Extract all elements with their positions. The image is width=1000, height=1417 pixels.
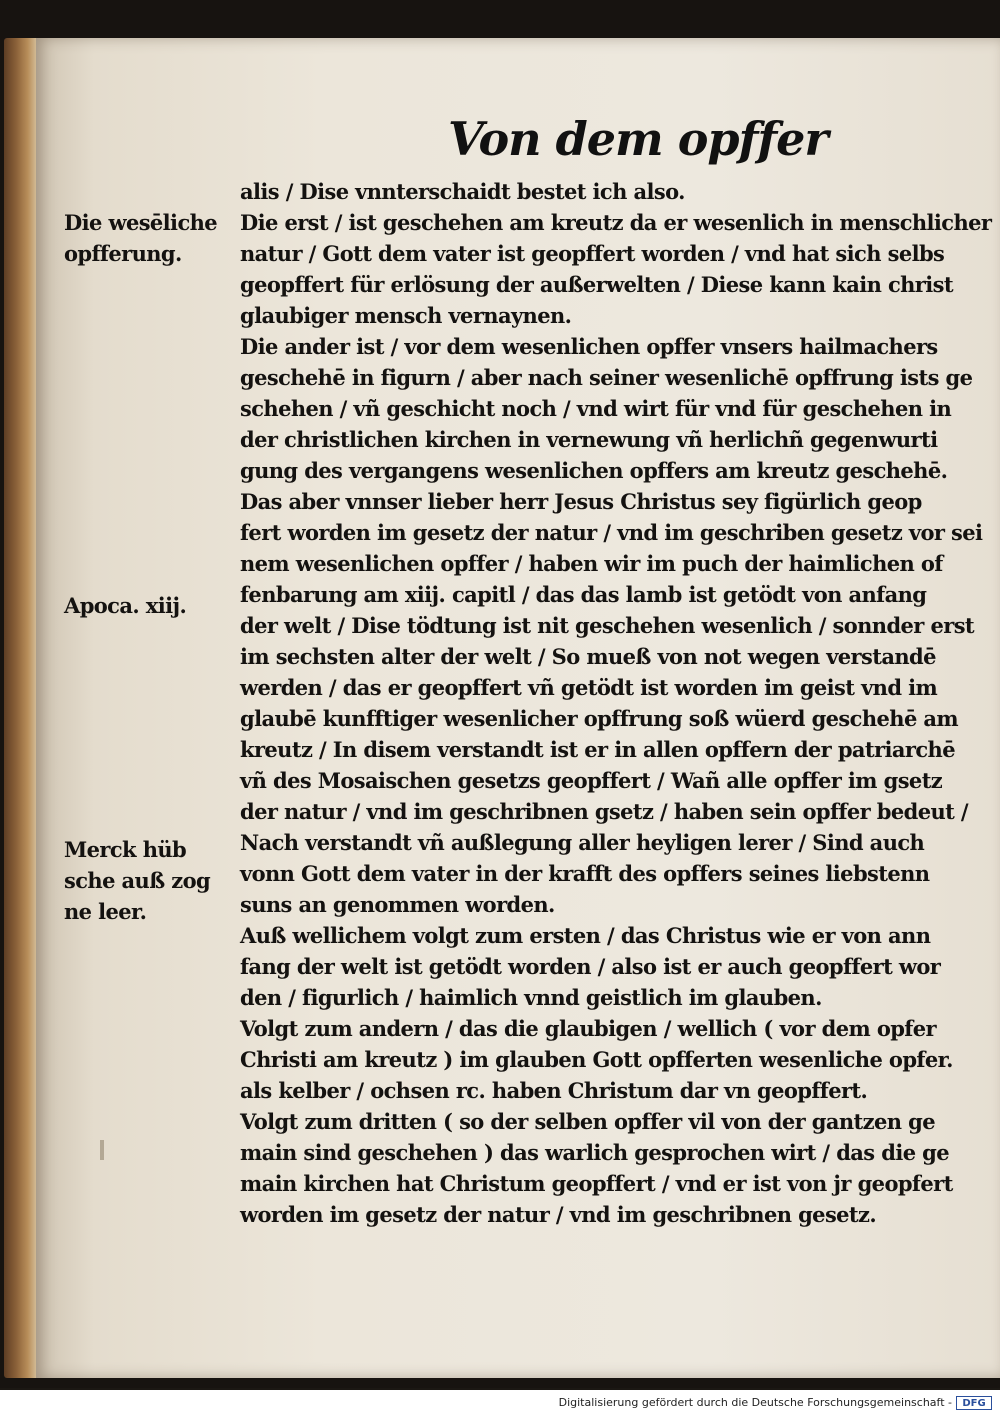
body-text — [240, 176, 992, 1230]
text-line: Die erst / ist geschehen am kreutz da er wesenlich in menschlicher — [240, 210, 992, 235]
text-line: main sind geschehen ) das warlich gesprochen wirt / das die ge — [240, 1140, 950, 1165]
text-line: fenbarung am xiij. capitl / das das lamb ist getödt von anfang — [240, 582, 927, 607]
text-line: der christlichen kirchen in vernewung vñ herlichñ gegenwurti — [240, 427, 938, 452]
running-header: Von dem opffer — [448, 112, 828, 166]
text-line: im sechsten alter der welt / So mueß von not wegen verstandē — [240, 644, 936, 669]
text-line: Das aber vnnser lieber herr Jesus Christus sey figürlich geop — [240, 489, 922, 514]
text-line: werden / das er geopffert vñ getödt ist worden im geist vnd im — [240, 675, 938, 700]
footer-bar — [0, 1390, 1000, 1417]
text-line: fert worden im gesetz der natur / vnd im geschriben gesetz vor sei — [240, 520, 983, 545]
text-line: geschehē in figurn / aber nach seiner wesenlichē opffrung ists ge — [240, 365, 973, 390]
text-line: Auß wellichem volgt zum ersten / das Christus wie er von ann — [240, 923, 931, 948]
text-line: fang der welt ist getödt worden / also ist er auch geopffert wor — [240, 954, 941, 979]
text-line: glaubiger mensch vernaynen. — [240, 303, 572, 328]
text-line: als kelber / ochsen rc. haben Christum dar vn geopffert. — [240, 1078, 868, 1103]
margin-note-line: Apoca. xiij. — [64, 593, 187, 618]
text-line: der natur / vnd im geschribnen gsetz / haben sein opffer bedeut / — [240, 799, 969, 824]
text-line: der welt / Dise tödtung ist nit geschehen wesenlich / sonnder erst — [240, 613, 975, 638]
text-line: suns an genommen worden. — [240, 892, 555, 917]
text-line: vñ des Mosaischen gesetzs geopffert / Wañ alle opffer im gsetz — [240, 768, 943, 793]
text-line: gung des vergangens wesenlichen opffers am kreutz geschehē. — [240, 458, 948, 483]
margin-note-line: sche auß zog — [64, 868, 211, 893]
text-line: glaubē kunfftiger wesenlicher opffrung soß wüerd geschehē am — [240, 706, 959, 731]
text-line: vonn Gott dem vater in der krafft des opffers seines liebstenn — [240, 861, 930, 886]
margin-note-line: ne leer. — [64, 899, 147, 924]
text-line: den / figurlich / haimlich vnnd geistlich im glauben. — [240, 985, 822, 1010]
book-spine — [4, 38, 38, 1378]
funding-credit: Digitalisierung gefördert durch die Deutsche Forschungsgemeinschaft - — [558, 1396, 952, 1409]
text-line: main kirchen hat Christum geopffert / vnd er ist von jr geopfert — [240, 1171, 953, 1196]
margin-pencil-mark — [100, 1140, 104, 1160]
margin-note-line: Die wesēliche — [64, 210, 218, 235]
text-line: Volgt zum andern / das die glaubigen / wellich ( vor dem opfer — [240, 1016, 936, 1041]
text-line: Die ander ist / vor dem wesenlichen opffer vnsers hailmachers — [240, 334, 938, 359]
text-line: schehen / vñ geschicht noch / vnd wirt für vnd für geschehen in — [240, 396, 952, 421]
margin-note-merck — [64, 834, 234, 927]
dfg-logo: DFG — [956, 1396, 992, 1410]
text-line: Christi am kreutz ) im glauben Gott opfferten wesenliche opfer. — [240, 1047, 953, 1072]
text-line: Nach verstandt vñ außlegung aller heyligen lerer / Sind auch — [240, 830, 925, 855]
text-line: geopffert für erlösung der außerwelten / Diese kann kain christ — [240, 272, 953, 297]
text-line: worden im gesetz der natur / vnd im geschribnen gesetz. — [240, 1202, 877, 1227]
text-line: Volgt zum dritten ( so der selben opffer vil von der gantzen ge — [240, 1109, 935, 1134]
text-line: alis / Dise vnnterschaidt bestet ich also. — [240, 179, 685, 204]
text-line: natur / Gott dem vater ist geopffert worden / vnd hat sich selbs — [240, 241, 945, 266]
text-line: nem wesenlichen opffer / haben wir im puch der haimlichen of — [240, 551, 943, 576]
text-line: kreutz / In disem verstandt ist er in allen opffern der patriarchē — [240, 737, 955, 762]
margin-note-line: opfferung. — [64, 241, 182, 266]
margin-note-line: Merck hüb — [64, 837, 187, 862]
margin-note-wesenliche — [64, 207, 234, 269]
margin-note-apoca — [64, 590, 234, 621]
